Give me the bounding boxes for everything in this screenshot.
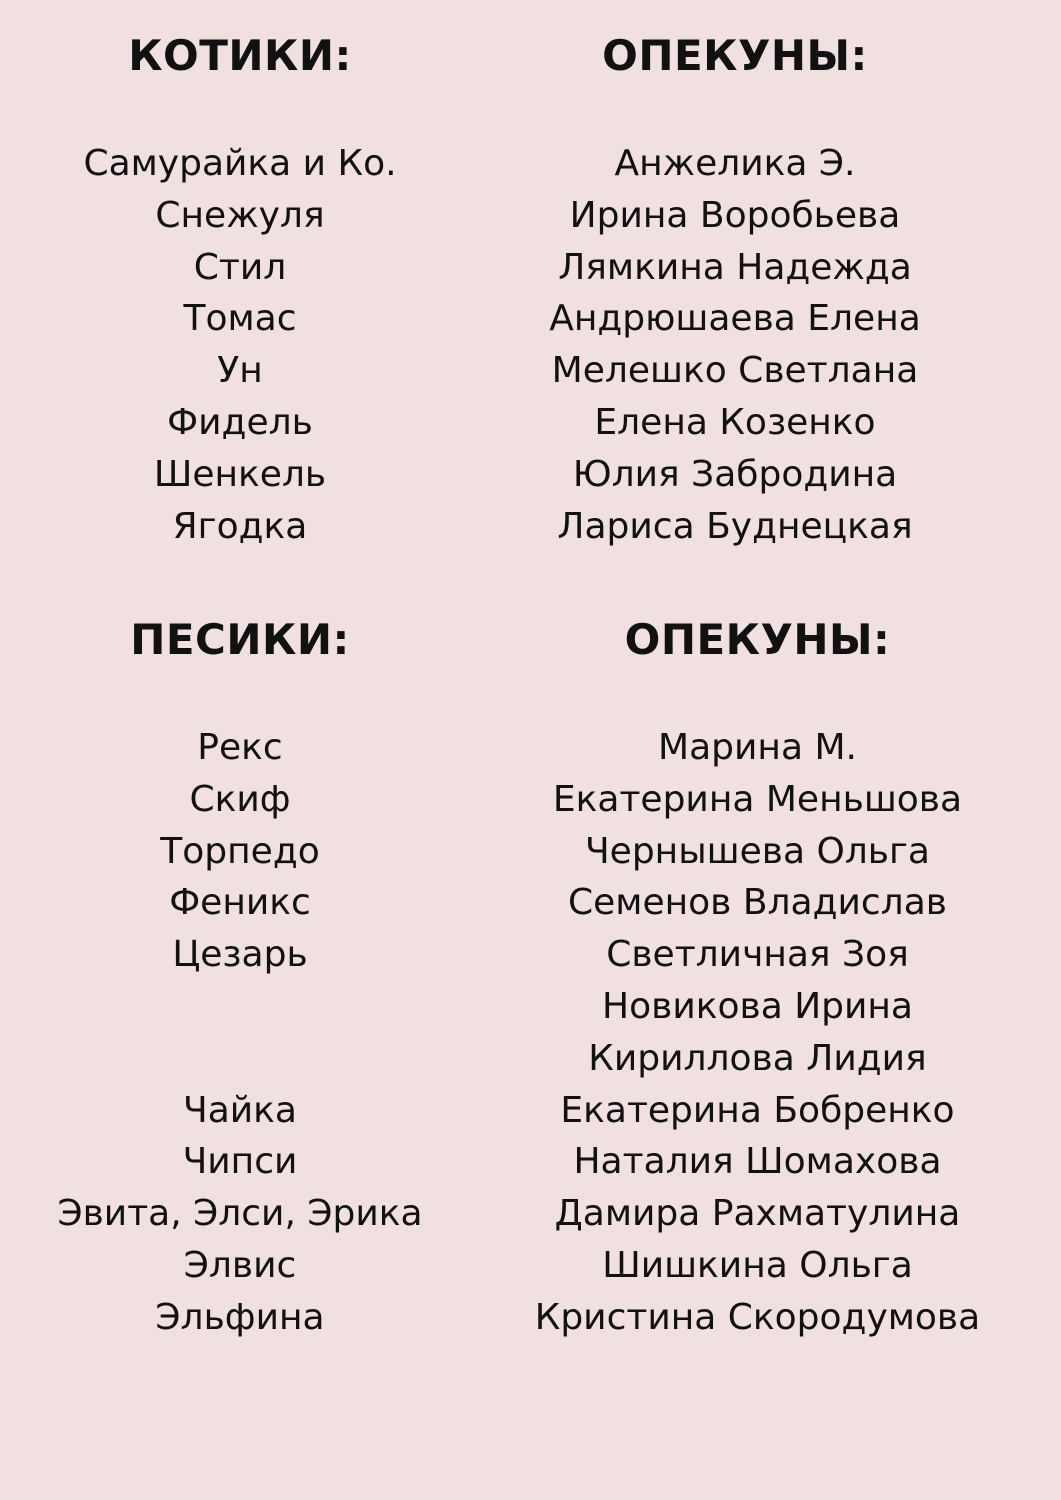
guardian-name: Новикова Ирина bbox=[602, 985, 913, 1027]
cats-column bbox=[40, 30, 440, 552]
dogs-list bbox=[40, 722, 440, 981]
dogs-column bbox=[40, 614, 440, 1344]
guardian-name: Дамира Рахматулина bbox=[554, 1193, 961, 1235]
guardian-name: Наталия Шомахова bbox=[573, 1141, 942, 1183]
guardian-name: Кириллова Лидия bbox=[588, 1037, 927, 1079]
dog-name: Чипси bbox=[182, 1141, 298, 1183]
cats-guardians-list bbox=[495, 138, 975, 552]
guardian-name: Чернышева Ольга bbox=[585, 830, 930, 872]
guardian-name: Лариса Буднецкая bbox=[557, 505, 913, 547]
dog-name: Эльфина bbox=[155, 1296, 325, 1338]
dog-name: Элвис bbox=[183, 1244, 297, 1286]
cat-name: Фидель bbox=[167, 401, 313, 443]
cat-name: Самурайка и Ко. bbox=[83, 143, 397, 184]
guardian-name: Мелешко Светлана bbox=[551, 350, 919, 392]
guardian-name: Шишкина Ольга bbox=[602, 1244, 913, 1286]
cat-name: Ягодка bbox=[172, 505, 308, 547]
dog-name: Эвита, Элси, Эрика bbox=[57, 1193, 423, 1235]
list-gap bbox=[40, 981, 440, 1085]
dogs-guardians-list bbox=[495, 722, 1020, 1344]
guardian-name: Семенов Владислав bbox=[568, 882, 947, 924]
guardian-name: Лямкина Надежда bbox=[558, 246, 912, 288]
guardian-name: Светличная Зоя bbox=[606, 934, 909, 976]
guardian-name: Кристина Скородумова bbox=[534, 1296, 981, 1338]
dog-name: Рекс bbox=[197, 727, 283, 768]
cat-name: Ун bbox=[217, 350, 263, 392]
cats-list bbox=[40, 138, 440, 552]
guardian-name: Марина М. bbox=[658, 727, 857, 768]
dogs-guardians-heading: ОПЕКУНЫ: bbox=[624, 615, 891, 664]
guardian-name: Юлия Забродина bbox=[572, 453, 898, 495]
cat-name: Томас bbox=[183, 298, 297, 340]
dog-name: Чайка bbox=[183, 1089, 297, 1131]
guardian-name: Анжелика Э. bbox=[614, 143, 856, 184]
cat-name: Снежуля bbox=[155, 194, 325, 236]
guardian-name: Ирина Воробьева bbox=[569, 194, 901, 236]
dogs-guardians-column bbox=[495, 614, 1020, 1344]
dog-name: Скиф bbox=[189, 778, 291, 820]
dogs-list-continued bbox=[40, 1085, 440, 1344]
cats-guardians-heading: ОПЕКУНЫ: bbox=[602, 31, 868, 80]
dogs-heading: ПЕСИКИ: bbox=[130, 615, 350, 664]
guardian-name: Екатерина Меньшова bbox=[552, 778, 963, 820]
cats-guardians-column bbox=[495, 30, 975, 552]
guardian-name: Андрюшаева Елена bbox=[549, 298, 921, 340]
cat-name: Стил bbox=[193, 246, 287, 288]
guardian-name: Екатерина Бобренко bbox=[560, 1089, 955, 1131]
guardian-name: Елена Козенко bbox=[594, 401, 876, 443]
dog-name: Цезарь bbox=[172, 934, 308, 976]
dog-name: Феникс bbox=[169, 882, 311, 924]
cats-heading: КОТИКИ: bbox=[128, 31, 352, 80]
cat-name: Шенкель bbox=[153, 453, 327, 495]
dog-name: Торпедо bbox=[160, 830, 320, 872]
